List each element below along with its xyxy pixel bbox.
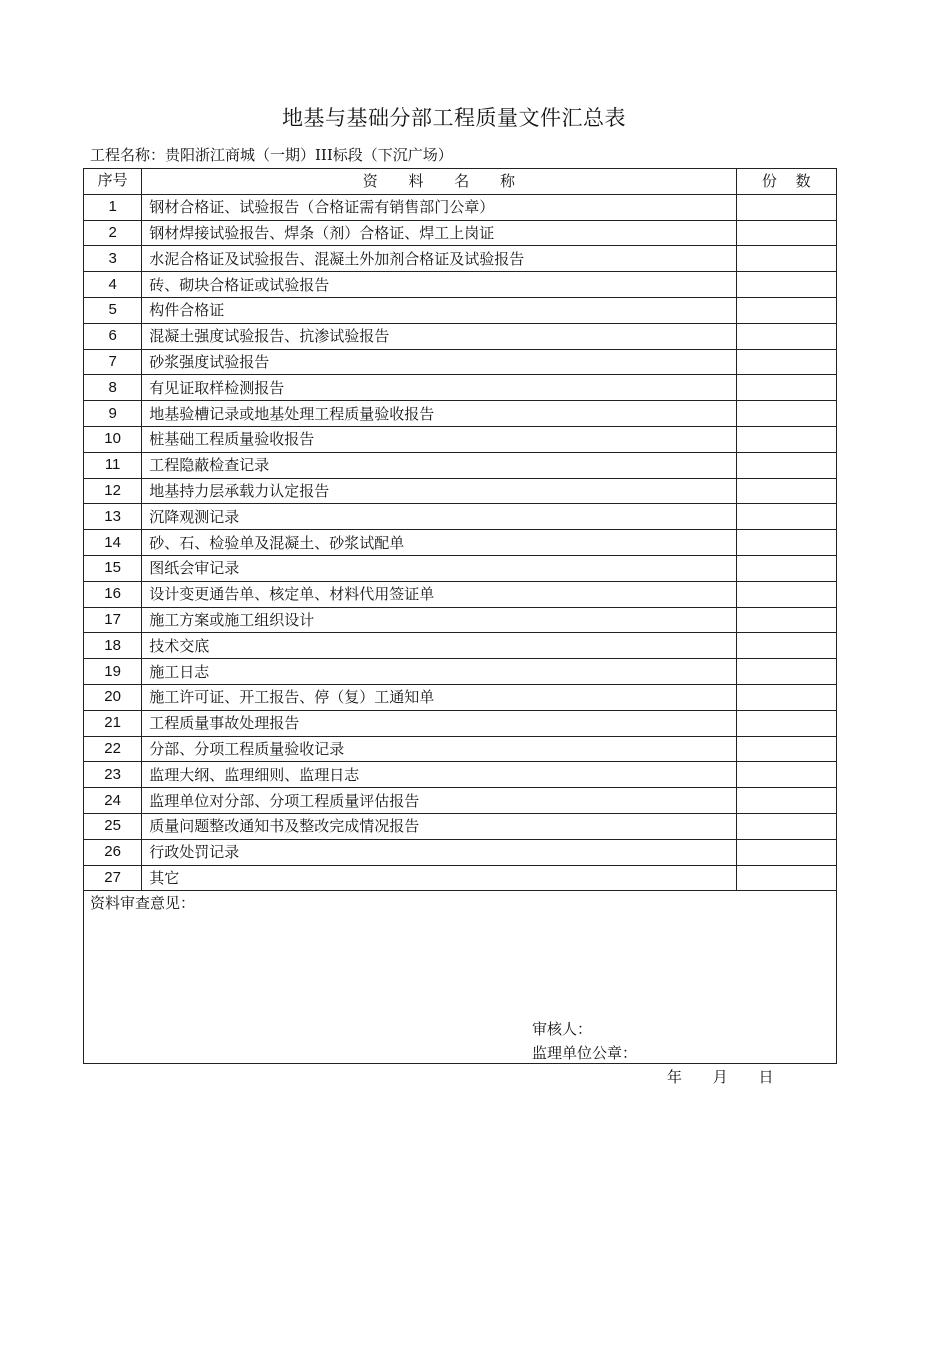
review-opinion-label: 资料审查意见： [90, 894, 196, 913]
row-document-name: 工程隐蔽检查记录 [142, 452, 736, 478]
row-serial-number: 1 [84, 194, 142, 220]
row-copies-field[interactable] [736, 710, 836, 736]
row-copies-field[interactable] [736, 349, 836, 375]
row-serial-number: 5 [84, 297, 142, 323]
row-document-name: 工程质量事故处理报告 [142, 710, 736, 736]
row-document-name: 水泥合格证及试验报告、混凝土外加剂合格证及试验报告 [142, 246, 736, 272]
table-row [84, 220, 837, 246]
row-copies-field[interactable] [736, 865, 836, 891]
table-header-row [84, 169, 837, 195]
table-row [84, 194, 837, 220]
reviewer-label: 审核人： [532, 1020, 593, 1039]
row-document-name: 砂、石、检验单及混凝土、砂浆试配单 [142, 530, 736, 556]
review-row [84, 891, 837, 1064]
row-copies-field[interactable] [736, 220, 836, 246]
row-copies-field[interactable] [736, 659, 836, 685]
row-copies-field[interactable] [736, 478, 836, 504]
row-copies-field[interactable] [736, 426, 836, 452]
table-row [84, 684, 837, 710]
table-row [84, 504, 837, 530]
table-row [84, 813, 837, 839]
row-document-name: 砖、砌块合格证或试验报告 [142, 272, 736, 298]
row-document-name: 监理单位对分部、分项工程质量评估报告 [142, 788, 736, 814]
date-line: 年 月 日 [667, 1068, 774, 1086]
table-row [84, 272, 837, 298]
row-copies-field[interactable] [736, 246, 836, 272]
row-serial-number: 4 [84, 272, 142, 298]
table-row [84, 555, 837, 581]
table-row [84, 659, 837, 685]
row-copies-field[interactable] [736, 272, 836, 298]
row-copies-field[interactable] [736, 788, 836, 814]
row-document-name: 施工许可证、开工报告、停（复）工通知单 [142, 684, 736, 710]
row-copies-field[interactable] [736, 375, 836, 401]
row-serial-number: 7 [84, 349, 142, 375]
row-document-name: 分部、分项工程质量验收记录 [142, 736, 736, 762]
row-copies-field[interactable] [736, 581, 836, 607]
table-row [84, 401, 837, 427]
row-copies-field[interactable] [736, 194, 836, 220]
row-serial-number: 23 [84, 762, 142, 788]
row-copies-field[interactable] [736, 530, 836, 556]
table-row [84, 710, 837, 736]
row-serial-number: 27 [84, 865, 142, 891]
row-document-name: 桩基础工程质量验收报告 [142, 426, 736, 452]
row-serial-number: 20 [84, 684, 142, 710]
table-row [84, 297, 837, 323]
row-serial-number: 2 [84, 220, 142, 246]
row-document-name: 地基验槽记录或地基处理工程质量验收报告 [142, 401, 736, 427]
row-serial-number: 17 [84, 607, 142, 633]
header-copies: 份 数 [736, 169, 836, 195]
row-copies-field[interactable] [736, 452, 836, 478]
row-copies-field[interactable] [736, 401, 836, 427]
row-document-name: 有见证取样检测报告 [142, 375, 736, 401]
row-copies-field[interactable] [736, 607, 836, 633]
table-row [84, 375, 837, 401]
row-document-name: 监理大纲、监理细则、监理日志 [142, 762, 736, 788]
row-document-name: 图纸会审记录 [142, 555, 736, 581]
row-serial-number: 25 [84, 813, 142, 839]
row-copies-field[interactable] [736, 297, 836, 323]
row-serial-number: 24 [84, 788, 142, 814]
table-row [84, 426, 837, 452]
row-copies-field[interactable] [736, 504, 836, 530]
row-copies-field[interactable] [736, 762, 836, 788]
row-serial-number: 26 [84, 839, 142, 865]
row-serial-number: 14 [84, 530, 142, 556]
row-document-name: 行政处罚记录 [142, 839, 736, 865]
row-document-name: 砂浆强度试验报告 [142, 349, 736, 375]
review-opinion-cell [84, 891, 837, 1064]
row-copies-field[interactable] [736, 323, 836, 349]
table-row [84, 530, 837, 556]
row-document-name: 其它 [142, 865, 736, 891]
row-serial-number: 8 [84, 375, 142, 401]
row-serial-number: 9 [84, 401, 142, 427]
supervision-seal-label: 监理单位公章： [532, 1044, 638, 1063]
table-row [84, 452, 837, 478]
table-row [84, 633, 837, 659]
row-serial-number: 10 [84, 426, 142, 452]
row-copies-field[interactable] [736, 684, 836, 710]
row-copies-field[interactable] [736, 633, 836, 659]
table-row [84, 762, 837, 788]
row-serial-number: 18 [84, 633, 142, 659]
row-document-name: 钢材焊接试验报告、焊条（剂）合格证、焊工上岗证 [142, 220, 736, 246]
row-document-name: 设计变更通告单、核定单、材料代用签证单 [142, 581, 736, 607]
row-serial-number: 21 [84, 710, 142, 736]
header-document-name: 资 料 名 称 [142, 169, 736, 195]
table-row [84, 607, 837, 633]
row-copies-field[interactable] [736, 839, 836, 865]
row-document-name: 质量问题整改通知书及整改完成情况报告 [142, 813, 736, 839]
table-row [84, 581, 837, 607]
project-name-line: 工程名称：贵阳浙江商城（一期）III标段（下沉广场） [90, 146, 453, 164]
table-row [84, 323, 837, 349]
document-summary-table [83, 168, 837, 1064]
table-row [84, 736, 837, 762]
row-serial-number: 13 [84, 504, 142, 530]
table-row [84, 839, 837, 865]
table-row [84, 246, 837, 272]
row-copies-field[interactable] [736, 736, 836, 762]
header-serial-number: 序号 [84, 169, 142, 195]
row-document-name: 施工方案或施工组织设计 [142, 607, 736, 633]
row-serial-number: 16 [84, 581, 142, 607]
page-title: 地基与基础分部工程质量文件汇总表 [282, 106, 626, 130]
table-row [84, 788, 837, 814]
row-document-name: 技术交底 [142, 633, 736, 659]
table-body [84, 194, 837, 891]
row-serial-number: 3 [84, 246, 142, 272]
table-row [84, 349, 837, 375]
row-document-name: 地基持力层承载力认定报告 [142, 478, 736, 504]
table-row [84, 478, 837, 504]
row-document-name: 构件合格证 [142, 297, 736, 323]
row-serial-number: 11 [84, 452, 142, 478]
row-document-name: 施工日志 [142, 659, 736, 685]
row-serial-number: 12 [84, 478, 142, 504]
row-serial-number: 6 [84, 323, 142, 349]
row-copies-field[interactable] [736, 555, 836, 581]
row-document-name: 沉降观测记录 [142, 504, 736, 530]
row-document-name: 混凝土强度试验报告、抗渗试验报告 [142, 323, 736, 349]
row-copies-field[interactable] [736, 813, 836, 839]
row-document-name: 钢材合格证、试验报告（合格证需有销售部门公章） [142, 194, 736, 220]
row-serial-number: 15 [84, 555, 142, 581]
table-row [84, 865, 837, 891]
row-serial-number: 19 [84, 659, 142, 685]
row-serial-number: 22 [84, 736, 142, 762]
